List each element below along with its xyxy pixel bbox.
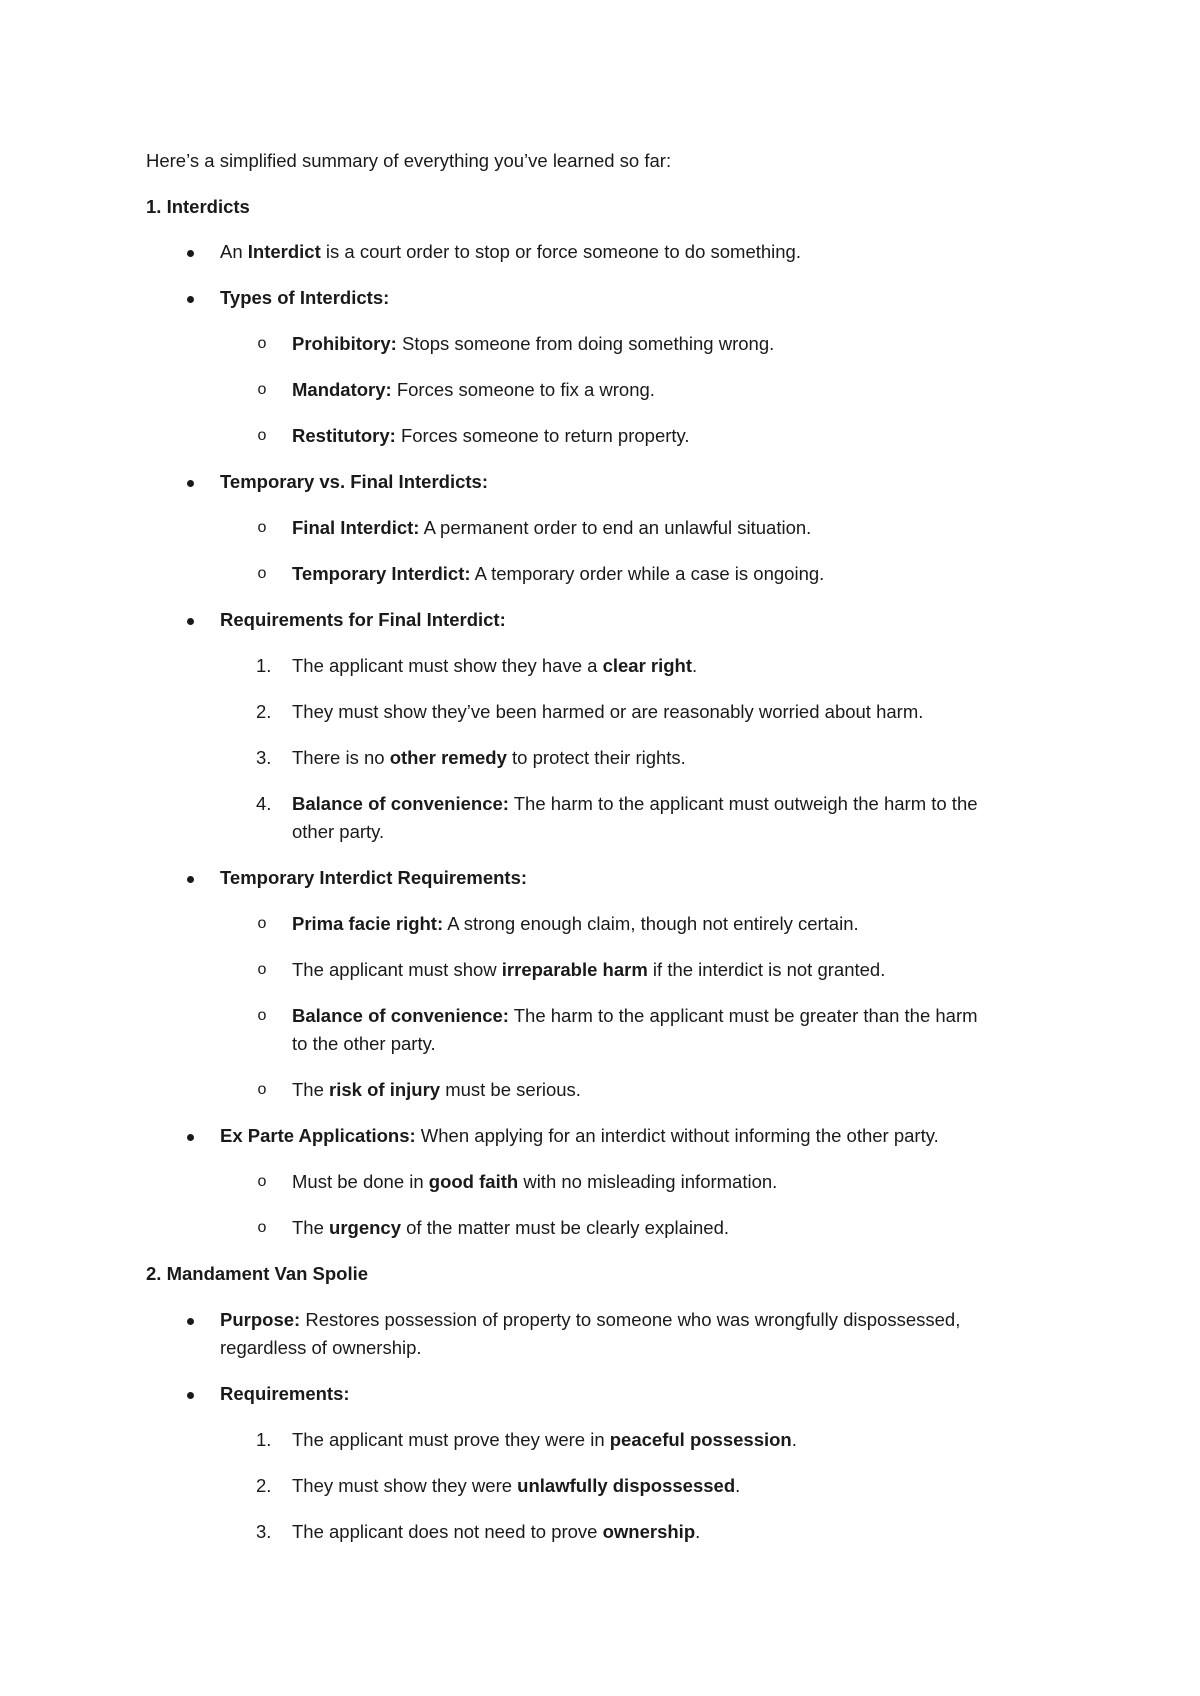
- sub-bullet-icon: o: [257, 381, 267, 398]
- sub-bullet-icon: o: [257, 335, 267, 352]
- sub-bullet-icon: o: [257, 1007, 267, 1024]
- purpose-item: Purpose: Restores possession of property to someone who was wrongfully dispossessed,: [220, 1309, 961, 1330]
- temporary-requirement-item: Prima facie right: A strong enough claim, though not entirely certain.: [292, 913, 859, 934]
- list-number: 2.: [256, 701, 272, 722]
- purpose-item-continued: regardless of ownership.: [220, 1337, 422, 1358]
- interdict-definition: An Interdict is a court order to stop or force someone to do something.: [220, 241, 801, 262]
- section-2-title: 2. Mandament Van Spolie: [146, 1263, 369, 1284]
- sub-bullet-icon: o: [257, 1081, 267, 1098]
- bullet-icon: [180, 470, 200, 494]
- ex-parte-sub-item: Must be done in good faith with no misleading information.: [292, 1171, 778, 1192]
- final-requirement-item: Balance of convenience: The harm to the applicant must outweigh the harm to the: [292, 793, 978, 814]
- temp-vs-final-heading: Temporary vs. Final Interdicts:: [220, 471, 488, 492]
- spoliation-requirement-item: They must show they were unlawfully dispossessed.: [292, 1475, 741, 1496]
- temporary-requirement-item-continued: to the other party.: [292, 1033, 436, 1054]
- list-number: 1.: [256, 655, 272, 676]
- bullet-icon: [180, 1124, 200, 1148]
- list-number: 2.: [256, 1475, 272, 1496]
- final-requirement-item-continued: other party.: [292, 821, 385, 842]
- bullet-icon: [180, 286, 200, 310]
- type-item: Restitutory: Forces someone to return property.: [292, 425, 690, 446]
- intro-text: Here’s a simplified summary of everything you’ve learned so far:: [146, 150, 672, 171]
- type-item: Prohibitory: Stops someone from doing something wrong.: [292, 333, 775, 354]
- bullet-icon: [180, 866, 200, 890]
- ex-parte-sub-item: The urgency of the matter must be clearly explained.: [292, 1217, 730, 1238]
- list-number: 1.: [256, 1429, 272, 1450]
- type-item: Mandatory: Forces someone to fix a wrong.: [292, 379, 655, 400]
- final-requirement-item: They must show they’ve been harmed or are reasonably worried about harm.: [292, 701, 924, 722]
- sub-bullet-icon: o: [257, 1219, 267, 1236]
- sub-bullet-icon: o: [257, 1173, 267, 1190]
- interdict-kind-item: Temporary Interdict: A temporary order while a case is ongoing.: [292, 563, 825, 584]
- final-requirement-item: The applicant must show they have a clear right.: [292, 655, 698, 676]
- sub-bullet-icon: o: [257, 961, 267, 978]
- ex-parte-item: Ex Parte Applications: When applying for an interdict without informing the other party.: [220, 1125, 939, 1146]
- sub-bullet-icon: o: [257, 427, 267, 444]
- list-number: 3.: [256, 1521, 272, 1542]
- list-number: 4.: [256, 793, 272, 814]
- spoliation-requirements-heading: Requirements:: [220, 1383, 350, 1404]
- temporary-requirement-item: The applicant must show irreparable harm if the interdict is not granted.: [292, 959, 886, 980]
- sub-bullet-icon: o: [257, 565, 267, 582]
- temporary-requirements-heading: Temporary Interdict Requirements:: [220, 867, 528, 888]
- spoliation-requirement-item: The applicant does not need to prove ownership.: [292, 1521, 701, 1542]
- types-heading: Types of Interdicts:: [220, 287, 390, 308]
- bullet-icon: [180, 1382, 200, 1406]
- sub-bullet-icon: o: [257, 519, 267, 536]
- temporary-requirement-item: Balance of convenience: The harm to the applicant must be greater than the harm: [292, 1005, 978, 1026]
- final-requirements-heading: Requirements for Final Interdict:: [220, 609, 506, 630]
- section-1-title: 1. Interdicts: [146, 196, 250, 217]
- interdict-kind-item: Final Interdict: A permanent order to end an unlawful situation.: [292, 517, 812, 538]
- temporary-requirement-item: The risk of injury must be serious.: [292, 1079, 581, 1100]
- bullet-icon: [180, 608, 200, 632]
- list-number: 3.: [256, 747, 272, 768]
- sub-bullet-icon: o: [257, 915, 267, 932]
- bullet-icon: [180, 240, 200, 264]
- bullet-icon: [180, 1308, 200, 1332]
- final-requirement-item: There is no other remedy to protect their rights.: [292, 747, 686, 768]
- spoliation-requirement-item: The applicant must prove they were in peaceful possession.: [292, 1429, 797, 1450]
